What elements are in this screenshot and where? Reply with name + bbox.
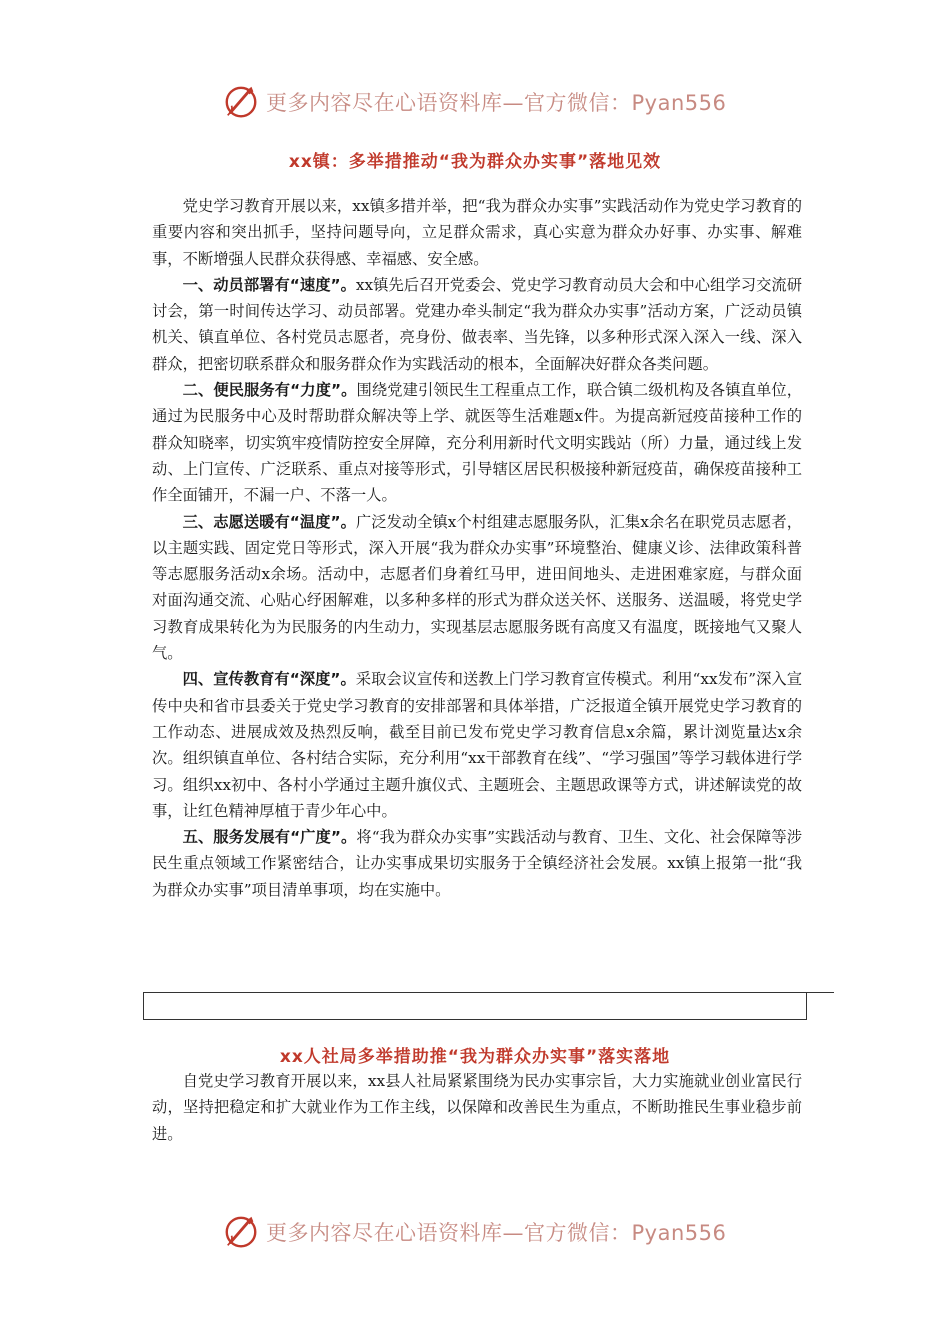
- separator-box: [143, 992, 807, 1020]
- section-heading: 二、便民服务有“力度”。: [182, 381, 357, 400]
- section-text: xx镇先后召开党委会、党史学习教育动员大会和中心组学习交流研讨会，第一时间传达学习、动员部署。党建办牵头制定“我为群众办实事”活动方案，广泛动员镇机关、镇直单位、各村党员志愿者，亮身份、做表率、当先锋，以多种形式深入深入一线、深入群众，把密切联系群众和服务群众作为实践活动的根本，全面解决好群众各类问题。: [152, 275, 802, 373]
- article1-section: [152, 824, 802, 903]
- article2-body: [152, 1068, 802, 1147]
- watermark-text: 更多内容尽在心语资料库—官方微信：Pyan556: [266, 1221, 727, 1245]
- section-heading: 一、动员部署有“速度”。: [182, 275, 356, 294]
- article1-section: [152, 272, 802, 377]
- pen-circle-logo-icon: [222, 1213, 260, 1251]
- article1-intro: 党史学习教育开展以来，xx镇多措并举，把“我为群众办实事”实践活动作为党史学习教育的重要内容和突出抓手，坚持问题导向，立足群众需求，真心实意为群众办好事、办实事、解难事，不断增强人民群众获得感、幸福感、安全感。: [152, 197, 802, 268]
- section-heading: 三、志愿送暖有“温度”。: [182, 512, 356, 531]
- watermark-header: [222, 82, 726, 122]
- article1-body: [152, 193, 802, 903]
- article2-intro: 自党史学习教育开展以来，xx县人社局紧紧围绕为民办实事宗旨，大力实施就业创业富民行动，坚持把稳定和扩大就业作为工作主线，以保障和改善民生为重点，不断助推民生事业稳步前进。: [152, 1072, 802, 1143]
- section-heading: 四、宣传教育有“深度”。: [182, 670, 356, 689]
- section-text: 采取会议宣传和送教上门学习教育宣传模式。利用“xx发布”深入宣传中央和省市县委关于党史学习教育的安排部署和具体举措，广泛报道全镇开展党史学习教育的工作动态、进展成效及热烈反响，截至目前已发布党史学习教育信息x余篇，累计浏览量达x余次。组织镇直单位、各村结合实际，充分利用“xx干部教育在线”、“学习强国”等学习载体进行学习。组织xx初中、各村小学通过主题升旗仪式、主题班会、主题思政课等方式，讲述解读党的故事，让红色精神厚植于青少年心中。: [152, 670, 802, 820]
- watermark-footer: [222, 1212, 726, 1252]
- article1-section: [152, 509, 802, 667]
- watermark-text: 更多内容尽在心语资料库—官方微信：Pyan556: [266, 91, 727, 115]
- article2-title: xx人社局多举措助推“我为群众办实事”落实落地: [279, 1047, 671, 1067]
- pen-circle-logo-icon: [222, 83, 260, 121]
- separator-rule: [806, 992, 834, 993]
- section-text: 将“我为群众办实事”实践活动与教育、卫生、文化、社会保障等涉民生重点领域工作紧密结合，让办实事成果切实服务于全镇经济社会发展。xx镇上报第一批“我为群众办实事”项目清单事项，均在实施中。: [152, 828, 802, 899]
- section-text: 围绕党建引领民生工程重点工作，联合镇二级机构及各镇直单位，通过为民服务中心及时帮助群众解决等上学、就医等生活难题x件。为提高新冠疫苗接种工作的群众知晓率，切实筑牢疫情防控安全屏障，充分利用新时代文明实践站（所）力量，通过线上发动、上门宣传、广泛联系、重点对接等形式，引导辖区居民积极接种新冠疫苗，确保疫苗接种工作全面铺开，不漏一户、不落一人。: [152, 381, 802, 505]
- section-text: 广泛发动全镇x个村组建志愿服务队，汇集x余名在职党员志愿者，以主题实践、固定党日等形式，深入开展“我为群众办实事”环境整治、健康义诊、法律政策科普等志愿服务活动x余场。活动中，志愿者们身着红马甲，进田间地头、走进困难家庭，与群众面对面沟通交流、心贴心纾困解难，以多种多样的形式为群众送关怀、送服务、送温暖，将党史学习教育成果转化为为民服务的内生动力，实现基层志愿服务既有高度又有温度，既接地气又聚人气。: [152, 512, 802, 663]
- article1-section: [152, 666, 802, 824]
- article1-title: xx镇：多举措推动“我为群众办实事”落地见效: [288, 152, 662, 172]
- section-heading: 五、服务发展有“广度”。: [182, 828, 357, 847]
- article1-section: [152, 377, 802, 508]
